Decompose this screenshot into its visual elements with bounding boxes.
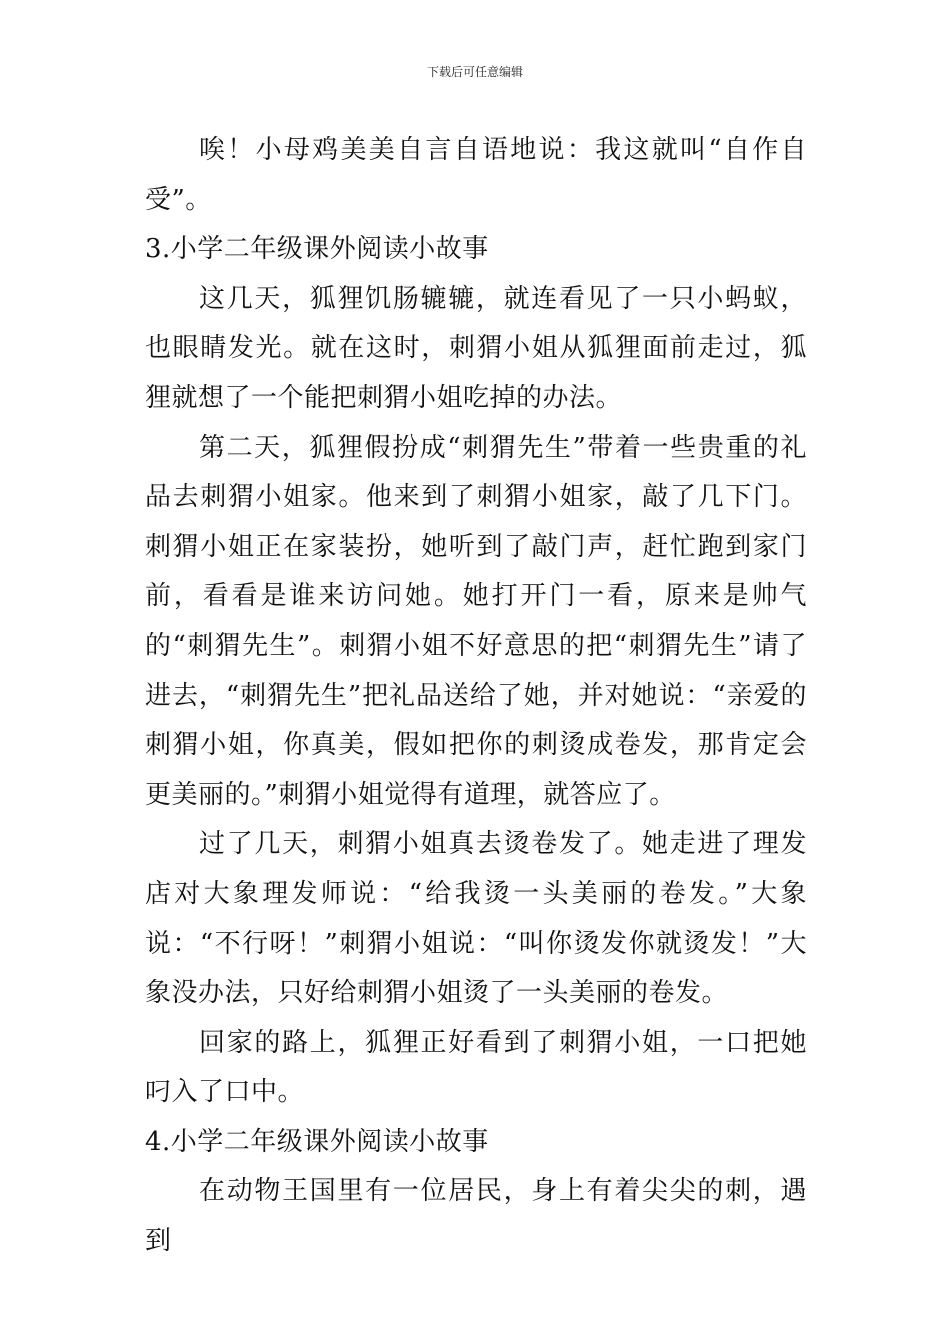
paragraph-fox-hungry: 这几天，狐狸饥肠辘辘，就连看见了一只小蚂蚁，也眼睛发光。就在这时，刺猬小姐从狐狸面前走过，狐狸就想了一个能把刺猬小姐吃掉的办法。 [145, 283, 807, 413]
section-heading-3: 3.小学二年级课外阅读小故事 [145, 234, 489, 265]
paragraph-fox-disguise: 第二天，狐狸假扮成“刺猬先生”带着一些贵重的礼品去刺猬小姐家。他来到了刺猬小姐家，敲了几下门。刺猬小姐正在家装扮，她听到了敲门声，赶忙跑到家门前，看看是谁来访问她。她打开门一看，原来是帅气的“刺猬先生”。刺猬小姐不好意思的把“刺猬先生”请了进去，“刺猬先生”把礼品送给了她，并对她说：“亲爱的刺猬小姐，你真美，假如把你的刺烫成卷发，那肯定会更美丽的。”刺猬小姐觉得有道理，就答应了。 [145, 432, 807, 810]
paragraph-way-home: 回家的路上，狐狸正好看到了刺猬小姐，一口把她叼入了口中。 [145, 1027, 807, 1108]
paragraph-hair-salon: 过了几天，刺猬小姐真去烫卷发了。她走进了理发店对大象理发师说：“给我烫一头美丽的卷发。”大象说：“不行呀！”刺猬小姐说：“叫你烫发你就烫发！”大象没办法，只好给刺猬小姐烫了一头美丽的卷发。 [145, 829, 807, 1009]
paragraph-hen-ending: 唉！小母鸡美美自言自语地说：我这就叫“自作自受”。 [145, 135, 807, 215]
page-header: 下载后可任意编辑 [426, 65, 523, 79]
paragraph-animal-kingdom: 在动物王国里有一位居民，身上有着尖尖的刺，遇到 [145, 1176, 807, 1257]
document-body [145, 126, 807, 1267]
section-heading-4: 4.小学二年级课外阅读小故事 [145, 1126, 489, 1157]
